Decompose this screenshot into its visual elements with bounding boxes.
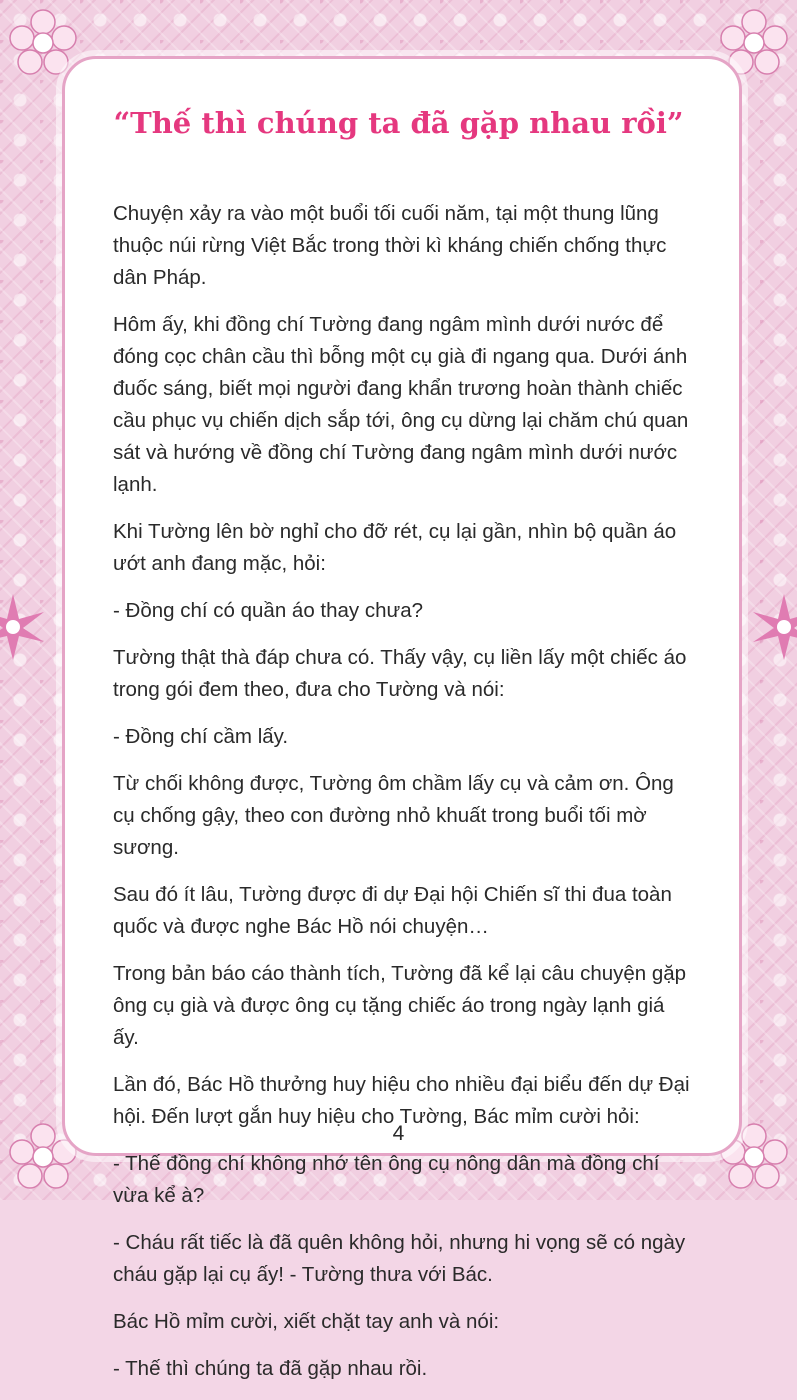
star-ornament-icon bbox=[0, 592, 48, 662]
dialogue-line: - Thế đồng chí không nhớ tên ông cụ nông dân mà đồng chí vừa kể à? bbox=[113, 1152, 660, 1207]
paragraph: Chuyện xảy ra vào một buổi tối cuối năm, tại một thung lũng thuộc núi rừng Việt Bắc trong thời kì kháng chiến chống thực dân Pháp. bbox=[113, 202, 667, 289]
paragraph: Trong bản báo cáo thành tích, Tường đã kể lại câu chuyện gặp ông cụ già và được ông cụ tặng chiếc áo trong ngày lạnh giá ấy. bbox=[113, 962, 687, 1049]
story-body bbox=[113, 198, 693, 1400]
dialogue-line: - Đồng chí có quần áo thay chưa? bbox=[113, 599, 424, 622]
paragraph: Khi Tường lên bờ nghỉ cho đỡ rét, cụ lại gần, nhìn bộ quần áo ướt anh đang mặc, hỏi: bbox=[113, 520, 677, 575]
paragraph: Hôm ấy, khi đồng chí Tường đang ngâm mình dưới nước để đóng cọc chân cầu thì bỗng một cụ già đi ngang qua. Dưới ánh đuốc sáng, biết mọi người đang khẩn trương hoàn thành chiếc cầu phục vụ chiến dịch sắp tới, ông cụ dừng lại chăm chú quan sát và hướng về đồng chí Tường đang ngâm mình dưới nước lạnh. bbox=[113, 313, 689, 496]
dialogue-line: - Thế thì chúng ta đã gặp nhau rồi. bbox=[113, 1357, 428, 1380]
paragraph: Sau đó ít lâu, Tường được đi dự Đại hội Chiến sĩ thi đua toàn quốc và được nghe Bác Hồ nói chuyện… bbox=[113, 883, 672, 938]
paragraph: Từ chối không được, Tường ôm chầm lấy cụ và cảm ơn. Ông cụ chống gậy, theo con đường nhỏ khuất trong buổi tối mờ sương. bbox=[113, 772, 674, 859]
dialogue-line: - Cháu rất tiếc là đã quên không hỏi, nhưng hi vọng sẽ có ngày cháu gặp lại cụ ấy! - Tường thưa với Bác. bbox=[113, 1231, 686, 1286]
story-title: “Thế thì chúng ta đã gặp nhau rồi” bbox=[113, 106, 684, 140]
dialogue-line: - Đồng chí cầm lấy. bbox=[113, 725, 289, 748]
paragraph: Tường thật thà đáp chưa có. Thấy vậy, cụ liền lấy một chiếc áo trong gói đem theo, đưa cho Tường và nói: bbox=[113, 646, 687, 701]
flower-corner-icon bbox=[8, 8, 78, 78]
paragraph: Lần đó, Bác Hồ thưởng huy hiệu cho nhiều đại biểu đến dự Đại hội. Đến lượt gắn huy hiệu cho Tường, Bác mỉm cười hỏi: bbox=[113, 1073, 690, 1128]
paragraph: Bác Hồ mỉm cười, xiết chặt tay anh và nói: bbox=[113, 1310, 500, 1333]
star-ornament-icon bbox=[749, 592, 797, 662]
page-number: 4 bbox=[392, 1122, 405, 1145]
